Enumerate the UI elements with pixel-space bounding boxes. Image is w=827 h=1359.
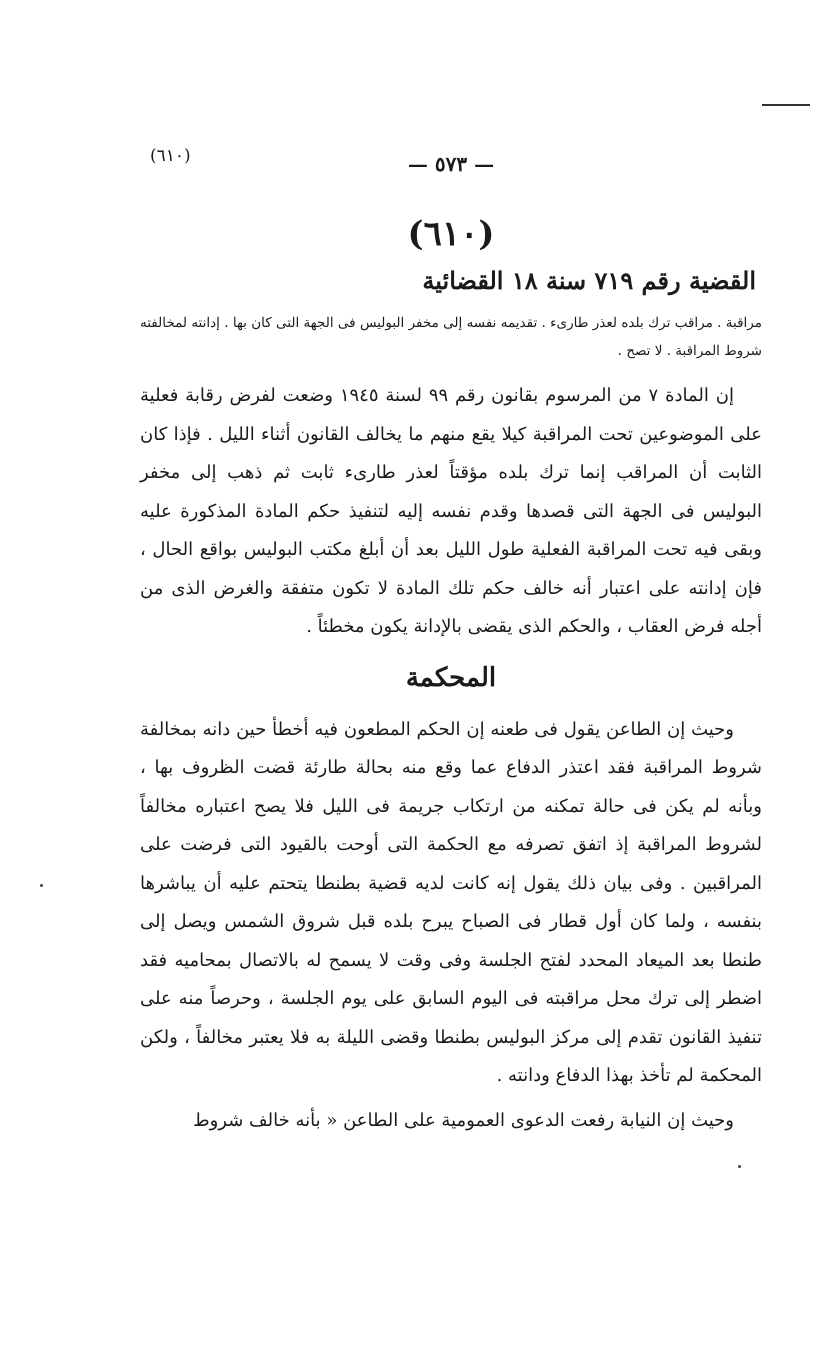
document-page — [140, 142, 762, 1140]
prosecution-paragraph: وحيث إن النيابة رفعت الدعوى العمومية على الطاعن « بأنه خالف شروط — [192, 1109, 734, 1131]
case-summary: مراقبة . مراقب ترك بلده لعذر طارىء . تقديمه نفسه إلى مخفر البوليس فى الجهة التى كان بها . إدانته لمخالفته شروط المراقبة . لا تصح . — [140, 315, 762, 359]
page-header — [140, 142, 762, 182]
case-title: القضية رقم ٧١٩ سنة ١٨ القضائية — [422, 266, 756, 295]
margin-rule-mark — [762, 104, 810, 106]
legal-principle-paragraph: إن المادة ٧ من المرسوم بقانون رقم ٩٩ لسنة ١٩٤٥ وضعت لفرض رقابة فعلية على الموضوعين تحت المراقبة كيلا يقع منهم ما يخالف القانون أثناء الليل . فإذا كان الثابت أن المراقب إنما ترك بلده مؤقتاً لعذر طارىء ثابت ثم ذهب إلى مخفر البوليس فى الجهة التى قصدها وقدم نفسه إليه لتنفيذ حكم المادة المذكورة عليه وبقى فيه تحت المراقبة الفعلية طول الليل بعد أن أبلغ مكتب البوليس بواقع الحال ، فإن إدانته على اعتبار أنه خالف حكم تلك المادة لا تكون متفقة والغرض الذى من أجله فرض العقاب ، والحكم الذى يقضى بالإدانة يكون مخطئاً . — [140, 385, 762, 637]
scan-speck — [40, 884, 43, 887]
running-case-reference: (٦١٠) — [150, 146, 191, 166]
court-reasoning-paragraph: وحيث إن الطاعن يقول فى طعنه إن الحكم المطعون فيه أخطأ حين دانه بمخالفة شروط المراقبة فقد اعتذر الدفاع عما وقع منه بحالة طارئة قضت الظروف بها ، وبأنه لم يكن فى حالة تمكنه من ارتكاب جريمة فى الليل فلا يصح اعتباره مخالفاً لشروط المراقبة إذ اتفق تصرفه مع الحكمة التى أوحت بالقيود التى فرضت على المراقبين . وفى بيان ذلك يقول إنه كانت لديه قضية بطنطا يتحتم عليه أن يباشرها بنفسه ، ولما كان أول قطار فى الصباح يبرح بلده قبل شروق الشمس ويصل إلى طنطا بعد الميعاد المحدد لفتح الجلسة وفى وقت لا يسمح له بالاتصال بمحاميه فقد اضطر إلى ترك محل مراقبته فى اليوم السابق على يوم الجلسة ، وحرصاً منه على تنفيذ القانون تقدم إلى مركز البوليس بطنطا وقضى الليلة به فلا يعتبر مخالفاً ، ولكن المحكمة لم تأخذ بهذا الدفاع ودانته . — [140, 718, 762, 1086]
page-number: — ٥٧٣ — — [407, 152, 495, 176]
scan-speck — [738, 1165, 741, 1168]
case-number-heading: (٦١٠) — [407, 214, 495, 254]
court-section-heading: المحكمة — [405, 662, 497, 693]
